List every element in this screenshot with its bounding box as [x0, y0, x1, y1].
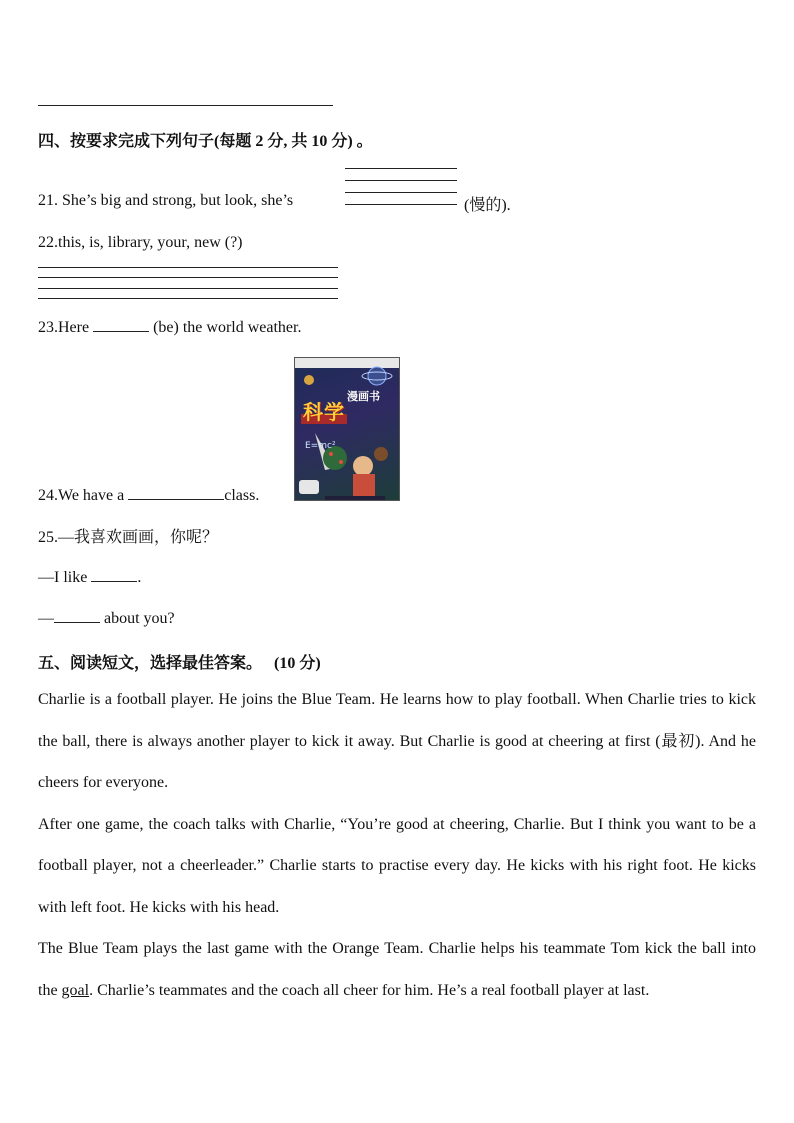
- q25-blank-2: [54, 608, 100, 623]
- q25-line1-before: —I like: [38, 569, 88, 586]
- q24-blank: [128, 485, 224, 500]
- q22-text: 22.this, is, library, your, new (?): [38, 234, 243, 251]
- q23-before: 23.Here: [38, 319, 90, 336]
- q23-after: (be) the world weather.: [153, 319, 302, 336]
- q25-line1: [38, 567, 141, 587]
- q22-answer-line-2: [38, 277, 338, 278]
- q23-line: [38, 317, 301, 337]
- svg-text:E=mc²: E=mc²: [305, 441, 336, 451]
- q24-before: 24.We have a: [38, 487, 125, 504]
- q25-blank-1: [91, 567, 137, 582]
- section4-heading: 四、按要求完成下列句子(每题 2 分, 共 10 分) 。: [38, 133, 373, 150]
- q24-line: [38, 485, 259, 505]
- q21-answer-line-2: [345, 180, 457, 181]
- q25-line1-after: .: [137, 569, 142, 586]
- section5-heading-text: 五、阅读短文，选择最佳答案。: [38, 655, 263, 672]
- passage-p3-after: . Charlie’s teammates and the coach all cheer for him. He’s a real football player at last.: [89, 981, 650, 999]
- section5-points: (10 分): [274, 655, 321, 672]
- book-title: 科学: [303, 400, 345, 424]
- q25-prompt: 25.—我喜欢画画，你呢？: [38, 529, 219, 546]
- q21-answer-line-1: [345, 168, 457, 169]
- q22-answer-line-1: [38, 267, 338, 268]
- section5-heading: [38, 650, 321, 673]
- reading-passage: [38, 679, 756, 1011]
- q25-line2-after: about you?: [104, 610, 175, 627]
- q21-answer-line-4: [345, 204, 457, 205]
- passage-paragraph-1: Charlie is a football player. He joins the Blue Team. He learns how to play football. When Charlie tries to kick the ball, there is always another player to kick it away. But Charlie is good at cheering at first (最初). And he cheers for everyone.: [38, 691, 756, 791]
- passage-paragraph-2: After one game, the coach talks with Charlie, “You’re good at cheering, Charlie. But I think you want to be a football player, not a cheerleader.” Charlie starts to practise every day. He kicks with his right foot. He kicks with left foot. He kicks with his head.: [38, 815, 756, 916]
- passage-p3-before: The Blue Team plays the last game with the Orange Team. Charlie helps his teammate Tom kick the ball into the: [38, 940, 756, 999]
- passage-paragraph-3: [38, 928, 756, 1011]
- q21-hint: (慢的).: [464, 197, 511, 214]
- q23-blank: [93, 317, 149, 332]
- q21-text: 21. She’s big and strong, but look, she’s: [38, 192, 294, 209]
- passage-word-goal: goal: [61, 981, 90, 999]
- science-comic-book-cover: [294, 357, 400, 501]
- q25-line2: [38, 608, 175, 628]
- q25-line2-before: —: [38, 610, 54, 627]
- book-subtitle: 漫画书: [347, 390, 380, 403]
- q21-answer-line-3: [345, 192, 457, 193]
- q22-answer-line-4: [38, 298, 338, 299]
- q24-after: class.: [224, 487, 260, 504]
- q22-answer-line-3: [38, 288, 338, 289]
- answer-line-top: [38, 105, 333, 106]
